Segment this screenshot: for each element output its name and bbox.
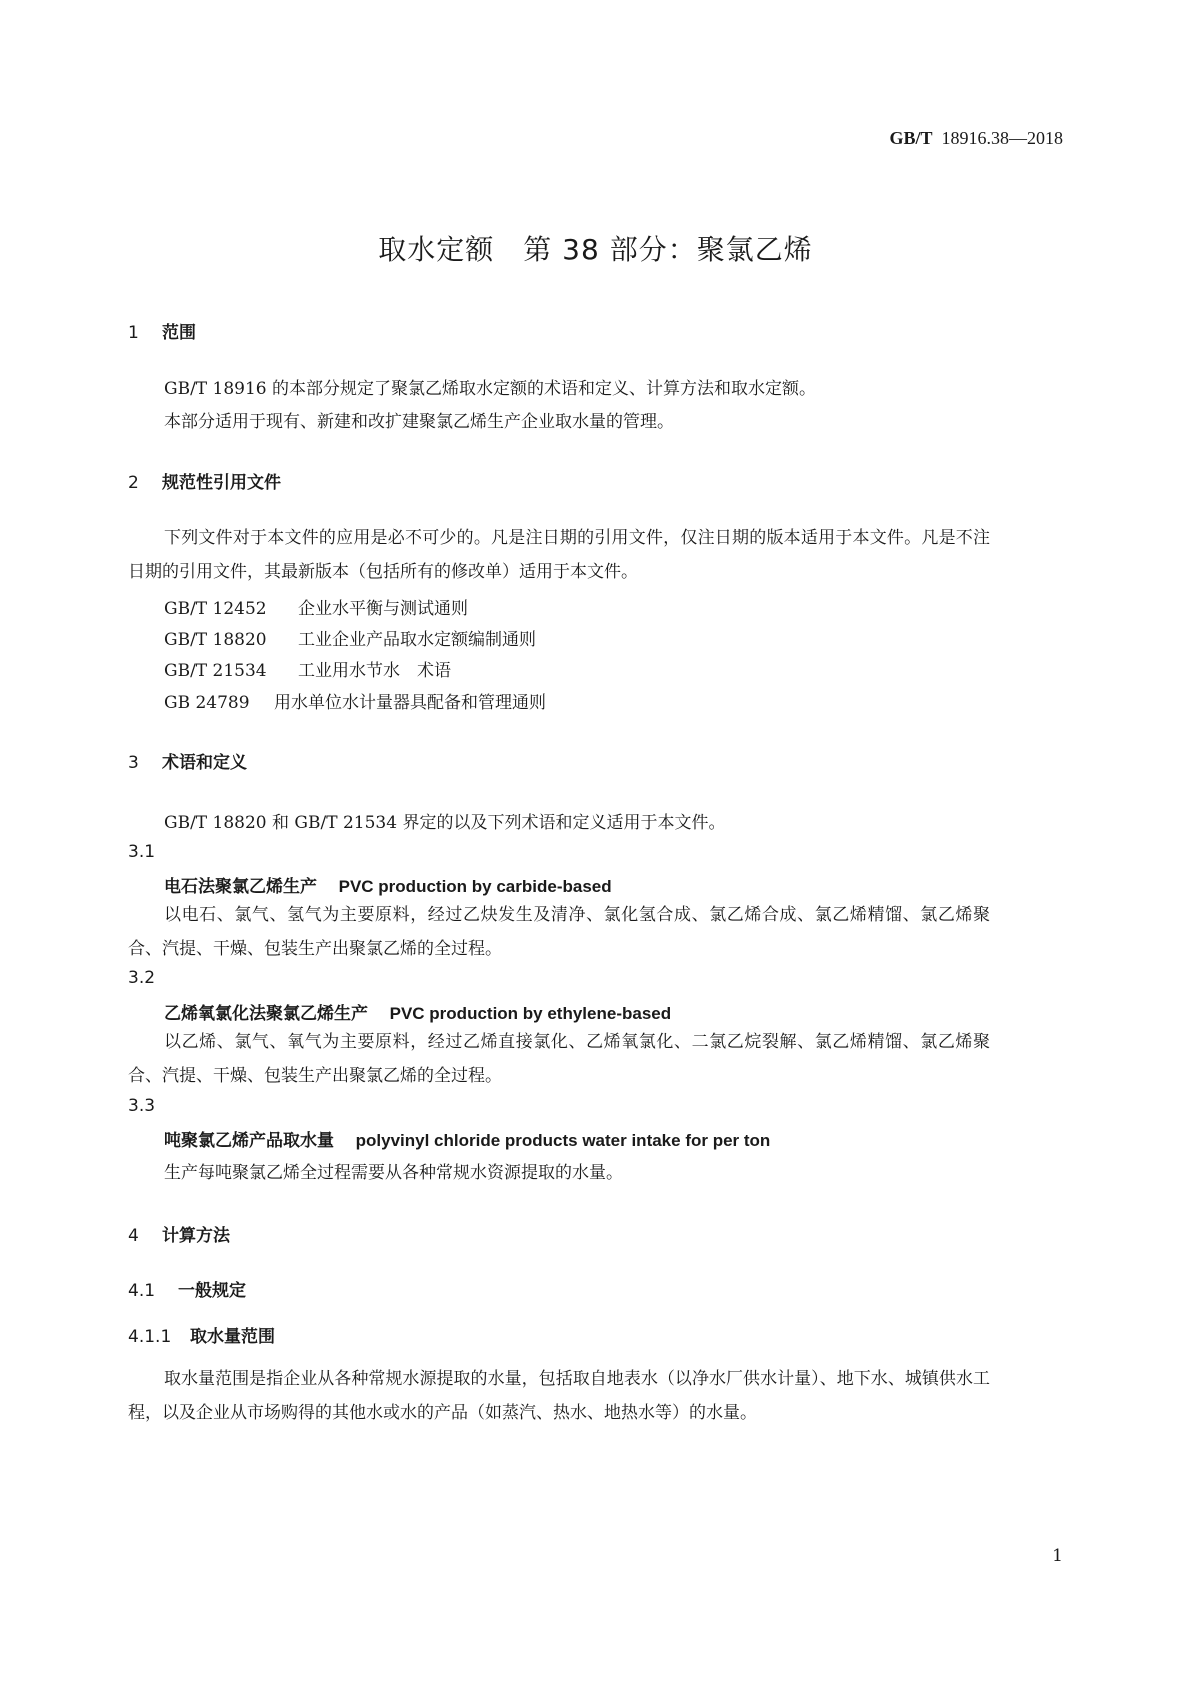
section-number: 1 xyxy=(128,323,139,343)
reference-name: 工业用水节水 术语 xyxy=(298,661,451,681)
term-definition: 生产每吨聚氯乙烯全过程需要从各种常规水资源提取的水量。 xyxy=(164,1163,623,1183)
section-number: 4 xyxy=(128,1226,139,1246)
reference-name: 企业水平衡与测试通则 xyxy=(298,599,468,619)
paragraph: 本部分适用于现有、新建和改扩建聚氯乙烯生产企业取水量的管理。 xyxy=(164,412,674,432)
reference-item xyxy=(164,594,468,619)
section-4-heading xyxy=(128,1221,230,1246)
term-number: 3.1 xyxy=(128,842,156,862)
term-heading xyxy=(164,999,671,1024)
document-title: 取水定额 第 38 部分：聚氯乙烯 xyxy=(378,233,813,266)
term-english: PVC production by ethylene-based xyxy=(389,1004,672,1023)
section-2-heading xyxy=(128,468,281,493)
section-number: 3 xyxy=(128,753,139,773)
section-number: 4.1 xyxy=(128,1281,156,1301)
term-chinese: 电石法聚氯乙烯生产 xyxy=(164,877,317,897)
standard-code xyxy=(889,128,1063,149)
reference-item xyxy=(164,656,451,681)
paragraph: GB/T 18820 和 GB/T 21534 界定的以及下列术语和定义适用于本文件。 xyxy=(164,813,726,833)
reference-code: GB/T 18820 xyxy=(164,630,267,650)
reference-name: 用水单位水计量器具配备和管理通则 xyxy=(274,693,546,713)
term-heading xyxy=(164,872,612,897)
page-number: 1 xyxy=(1052,1546,1063,1566)
reference-code: GB 24789 xyxy=(164,693,250,713)
term-chinese: 乙烯氧氯化法聚氯乙烯生产 xyxy=(164,1004,368,1024)
section-title: 一般规定 xyxy=(178,1281,246,1301)
subsection-4-1-heading xyxy=(128,1276,246,1301)
reference-code: GB/T 12452 xyxy=(164,599,267,619)
standard-number: 18916.38—2018 xyxy=(941,128,1063,148)
section-number: 2 xyxy=(128,473,139,493)
section-title: 范围 xyxy=(162,323,196,343)
term-english: PVC production by carbide-based xyxy=(338,877,612,896)
reference-item xyxy=(164,625,536,650)
term-heading xyxy=(164,1126,770,1151)
section-number: 4.1.1 xyxy=(128,1327,172,1347)
section-title: 术语和定义 xyxy=(162,753,247,773)
section-title: 计算方法 xyxy=(162,1226,230,1246)
term-english: polyvinyl chloride products water intake for per ton xyxy=(355,1131,771,1150)
term-chinese: 吨聚氯乙烯产品取水量 xyxy=(164,1131,334,1151)
standard-prefix: GB/T xyxy=(889,128,933,148)
term-definition: 以乙烯、氯气、氧气为主要原料，经过乙烯直接氯化、乙烯氧氯化、二氯乙烷裂解、氯乙烯精馏、氯乙烯聚合、汽提、干燥、包装生产出聚氯乙烯的全过程。 xyxy=(128,1032,990,1086)
paragraph: 下列文件对于本文件的应用是必不可少的。凡是注日期的引用文件，仅注日期的版本适用于本文件。凡是不注日期的引用文件，其最新版本（包括所有的修改单）适用于本文件。 xyxy=(128,528,990,582)
section-title: 取水量范围 xyxy=(190,1327,275,1347)
section-1-heading xyxy=(128,318,196,343)
section-3-heading xyxy=(128,748,247,773)
term-number: 3.2 xyxy=(128,968,156,988)
reference-item xyxy=(164,688,546,713)
reference-code: GB/T 21534 xyxy=(164,661,267,681)
term-definition: 以电石、氯气、氢气为主要原料，经过乙炔发生及清净、氯化氢合成、氯乙烯合成、氯乙烯精馏、氯乙烯聚合、汽提、干燥、包装生产出聚氯乙烯的全过程。 xyxy=(128,905,990,959)
section-title: 规范性引用文件 xyxy=(162,473,281,493)
term-number: 3.3 xyxy=(128,1096,156,1116)
paragraph: GB/T 18916 的本部分规定了聚氯乙烯取水定额的术语和定义、计算方法和取水定额。 xyxy=(164,379,817,399)
subsection-4-1-1-heading xyxy=(128,1322,275,1347)
reference-name: 工业企业产品取水定额编制通则 xyxy=(298,630,536,650)
paragraph: 取水量范围是指企业从各种常规水源提取的水量，包括取自地表水（以净水厂供水计量）、地下水、城镇供水工程，以及企业从市场购得的其他水或水的产品（如蒸汽、热水、地热水等）的水量。 xyxy=(128,1369,990,1423)
